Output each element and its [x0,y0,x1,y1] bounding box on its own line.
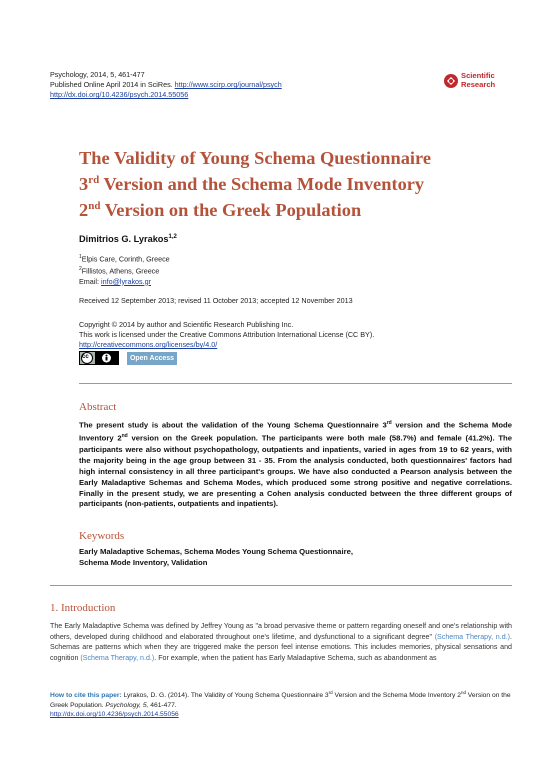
author-text: Dimitrios G. Lyrakos [79,234,169,245]
title-sup2: nd [88,200,101,213]
author-name [79,234,177,244]
abstract-part1: The present study is about the validation of the Young Schema Questionnaire 3 [79,420,387,430]
abstract-sup1: rd [386,420,392,426]
howto-part1: Lyrakos, D. G. (2014). The Validity of Young Schema Questionnaire 3 [121,692,329,700]
aff2-text: Fillistos, Athens, Greece [81,266,160,276]
howto-sup2: nd [460,690,466,695]
scirp-logo-icon [443,73,459,89]
keywords-heading: Keywords [79,530,125,542]
title-num2: 2 [79,200,89,221]
email-line [79,277,170,287]
introduction-heading: 1. Introduction [50,602,116,614]
divider-top [79,383,512,384]
title-line2-text: Version and the Schema Mode Inventory [99,174,425,195]
how-to-cite-label: How to cite this paper: [50,692,122,700]
cc-badge-text: cc [82,353,89,360]
divider-bottom [50,585,512,586]
license-line: This work is licensed under the Creative Commons Attribution International License (CC BY). [79,330,375,339]
journal-citation-line: Psychology, 2014, 5, 461-477 [50,70,145,79]
copyright-block [79,320,374,350]
copyright-line: Copyright © 2014 by author and Scientific Research Publishing Inc. [79,320,294,329]
affiliation-1 [79,252,170,264]
title-sup1: rd [88,174,100,186]
author-sup: 1,2 [168,234,177,240]
howto-doi-link[interactable]: http://dx.doi.org/10.4236/psych.2014.55056 [50,711,179,719]
abstract-text [79,418,512,510]
published-line [50,80,282,90]
abstract-part3: version on the Greek population. The participants were both male (58.7%) and female (41.2%). The participants were also without psychopathology, outpatients and inpatients, varied in ages from 19 to 62 years, with the majority being in the age group between 31 - 35. From the analysis conducted, both questionnaires' factors had high internal consistency in all three participant's groups. We have also conducted a Pearson analysis between the Early Maladaptive Schemas and Schema Modes, which produced some strong positive and negative correlations. Finally in the present study, we are presenting a Cohen analysis conducted between the three different groups of participants (non-patients, outpatients and inpatients). [79,434,512,509]
email-label: Email: [79,276,99,286]
aff2-sup: 2 [79,266,82,273]
journal-header [50,70,282,100]
logo-line1: Scientific [461,71,495,80]
history-dates: Received 12 September 2013; revised 11 October 2013; accepted 12 November 2013 [79,296,353,305]
affiliations [79,252,170,287]
license-link[interactable]: http://creativecommons.org/licenses/by/4.0/ [79,340,218,349]
abstract-heading: Abstract [79,401,117,413]
doi-link[interactable]: http://dx.doi.org/10.4236/psych.2014.55056 [50,90,189,99]
intro-text3: . For example, when the patient has Early Maladaptive Schema, such as abandonment as [154,653,437,662]
howto-part3: Version on the Greek Population. [50,692,511,709]
howto-pages: 461-477. [148,701,177,709]
keywords-line2: Schema Mode Inventory, Validation [79,557,208,567]
intro-text1: The Early Maladaptive Schema was defined by Jeffrey Young as "a broad pervasive theme or pattern regarding oneself and one's relationship with others, developed during childhood and elaborated throughout one's lifetime, and dysfunctional to a significant degree" [50,622,512,641]
title-line2 [79,169,499,195]
howto-part2: Version and the Schema Mode Inventory 2 [332,692,461,700]
logo-text [461,72,495,89]
intro-citation1[interactable]: (Schema Therapy, n.d.) [434,632,511,641]
title-line3 [79,195,499,221]
scirp-logo [443,71,513,93]
title-line3-text: Version on the Greek Population [100,200,362,221]
journal-url-link[interactable]: http://www.scirp.org/journal/psych [174,80,282,89]
keywords-line1: Early Maladaptive Schemas, Schema Modes Young Schema Questionnaire, [79,547,353,556]
title-line1: The Validity of Young Schema Questionnaire [79,148,432,168]
logo-line2: Research [461,79,496,89]
title-num1: 3 [79,174,89,195]
published-prefix: Published Online April 2014 in SciRes. [50,80,173,89]
open-access-badge: Open Access [127,352,177,365]
howto-journal: Psychology, 5, [105,701,149,709]
intro-citation2[interactable]: (Schema Therapy, n.d.) [80,653,155,662]
keywords-text [79,547,512,569]
affiliation-2 [79,264,170,276]
aff1-text: Elpis Care, Corinth, Greece [81,254,170,264]
cc-by-badge[interactable] [79,351,119,365]
howto-sup1: rd [328,690,333,695]
abstract-part2: version and the Schema Mode Inventory 2 [79,420,512,444]
intro-text2: . Schemas are patterns which when they are triggered make the person feel intense emotions. This includes memories, physical sensations and cognition [50,632,512,662]
paper-title [79,147,499,221]
abstract-sup2: nd [121,433,128,440]
introduction-paragraph [50,621,512,663]
aff1-sup: 1 [79,254,82,260]
email-link[interactable]: info@lyrakos.gr [100,276,152,286]
how-to-cite [50,688,512,719]
